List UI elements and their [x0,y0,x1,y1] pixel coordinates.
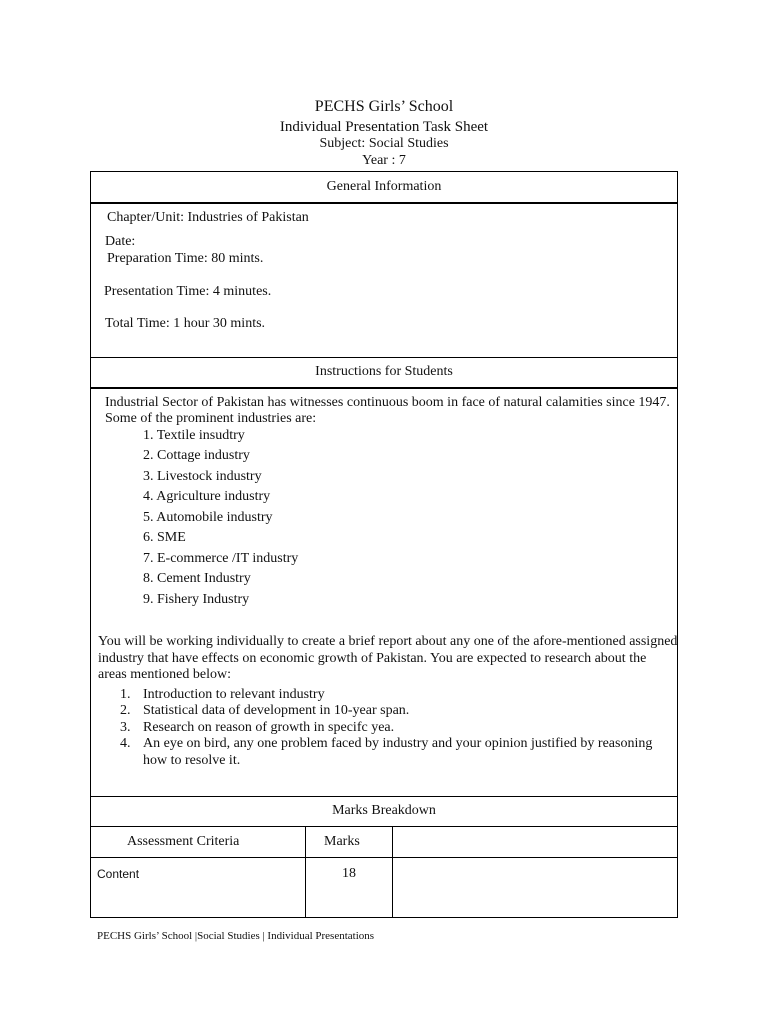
page-footer: PECHS Girls’ School |Social Studies | Individual Presentations [97,930,375,942]
assessment-criteria-header: Assessment Criteria [127,834,240,849]
industry-list-item: 6. SME [143,530,186,545]
industry-list-item: 8. Cement Industry [143,571,251,586]
presentation-time: Presentation Time: 4 minutes. [104,284,272,299]
area-list-item: An eye on bird, any one problem faced by industry and your opinion justified by reasoning [143,736,653,751]
divider [91,387,677,389]
sheet-title: Individual Presentation Task Sheet [279,119,489,135]
task-sheet-table [90,171,678,918]
marks-breakdown-heading: Marks Breakdown [332,803,436,818]
task-paragraph-line: You will be working individually to create a brief report about any one of the afore-mentioned assigned [98,634,678,649]
area-number: 3. [120,720,131,735]
task-paragraph-line: industry that have effects on economic growth of Pakistan. You are expected to research about the [98,651,647,666]
date-field: Date: [105,234,136,249]
industry-list-item: 1. Textile insudtry [143,428,245,443]
area-number: 1. [120,687,131,702]
divider [91,857,677,858]
area-list-item: Introduction to relevant industry [143,687,325,702]
instructions-heading: Instructions for Students [315,364,453,379]
area-list-item: Statistical data of development in 10-year span. [143,703,410,718]
year-line: Year : 7 [362,153,406,168]
school-name: PECHS Girls’ School [314,98,454,115]
intro-line: Some of the prominent industries are: [105,411,317,426]
divider [91,357,677,358]
industry-list-item: 4. Agriculture industry [143,489,271,504]
intro-line: Industrial Sector of Pakistan has witnesses continuous boom in face of natural calamities since 1947. [105,395,670,410]
industry-list-item: 9. Fishery Industry [143,592,250,607]
marks-content: 18 [342,866,356,881]
industry-list-item: 2. Cottage industry [143,448,250,463]
industry-list-item: 5. Automobile industry [143,510,273,525]
general-information-heading: General Information [326,179,442,194]
column-divider [392,826,393,917]
chapter-unit: Chapter/Unit: Industries of Pakistan [107,210,309,225]
subject-line: Subject: Social Studies [319,136,449,151]
area-list-item-continued: how to resolve it. [143,753,241,768]
area-number: 2. [120,703,131,718]
divider [91,202,677,204]
criteria-content: Content [97,867,140,881]
column-divider [305,826,306,917]
marks-header: Marks [324,834,360,849]
total-time: Total Time: 1 hour 30 mints. [105,316,266,331]
task-paragraph-line: areas mentioned below: [98,667,231,682]
area-list-item: Research on reason of growth in specifc yea. [143,720,395,735]
divider [91,796,677,797]
preparation-time: Preparation Time: 80 mints. [107,251,264,266]
area-number: 4. [120,736,131,751]
industry-list-item: 3. Livestock industry [143,469,262,484]
industry-list-item: 7. E-commerce /IT industry [143,551,299,566]
divider [91,826,677,827]
